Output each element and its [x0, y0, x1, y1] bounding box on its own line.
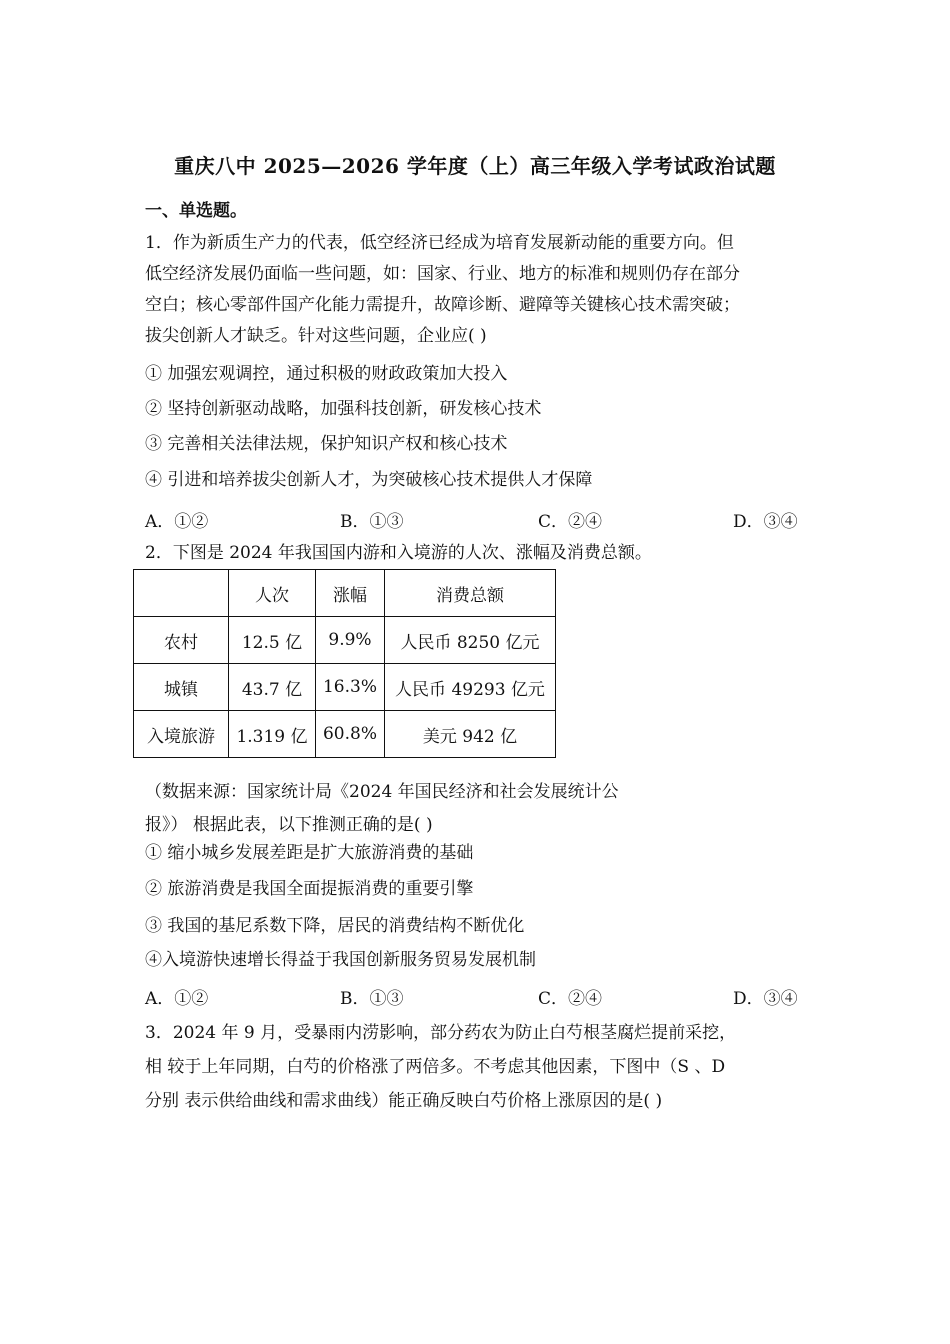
q1-stem-line-3: 空白；核心零部件国产化能力需提升，故障诊断、避障等关键核心技术需突破；	[145, 295, 740, 315]
q1-stem-line-4: 拔尖创新人才缺乏。针对这些问题，企业应( )	[145, 326, 487, 346]
q1-statement-3: ③ 完善相关法律法规，保护知识产权和核心技术	[145, 434, 508, 454]
q1-statement-1: ① 加强宏观调控，通过积极的财政政策加大投入	[145, 364, 508, 384]
q2-statement-1: ① 缩小城乡发展差距是扩大旅游消费的基础	[145, 843, 474, 863]
table-header-cell: 消费总额	[385, 570, 556, 617]
q3-stem-line-3: 分别 表示供给曲线和需求曲线）能正确反映白芍价格上涨原因的是( )	[145, 1091, 663, 1111]
table-cell: 人民币 49293 亿元	[385, 664, 556, 711]
q3-stem-line-1: 3．2024 年 9 月，受暴雨内涝影响，部分药农为防止白芍根茎腐烂提前采挖，	[145, 1023, 737, 1043]
table-header-cell: 涨幅	[316, 570, 385, 617]
q1-option-d[interactable]: D．③④	[733, 512, 798, 532]
table-cell: 入境旅游	[134, 711, 229, 758]
q2-option-b[interactable]: B．①③	[340, 989, 404, 1009]
table-cell: 60.8%	[316, 711, 385, 758]
table-cell: 43.7 亿	[229, 664, 316, 711]
q2-option-d[interactable]: D．③④	[733, 989, 798, 1009]
table-cell: 美元 942 亿	[385, 711, 556, 758]
q2-statement-4: ④入境游快速增长得益于我国创新服务贸易发展机制	[145, 950, 536, 970]
q1-stem-line-2: 低空经济发展仍面临一些问题，如：国家、行业、地方的标准和规则仍存在部分	[145, 264, 740, 284]
table-cell: 16.3%	[316, 664, 385, 711]
table-cell: 12.5 亿	[229, 617, 316, 664]
q1-option-a[interactable]: A．①②	[145, 512, 209, 532]
table-header-row	[134, 570, 556, 617]
exam-title: 重庆八中 2025—2026 学年度（上）高三年级入学考试政治试题	[174, 154, 776, 178]
q3-stem-line-2: 相 较于上年同期，白芍的价格涨了两倍多。不考虑其他因素，下图中（S 、D	[145, 1057, 726, 1077]
q1-stem-line-1: 1．作为新质生产力的代表，低空经济已经成为培育发展新动能的重要方向。但	[145, 233, 734, 253]
table-cell: 人民币 8250 亿元	[385, 617, 556, 664]
q2-data-source-line-2: 报》） 根据此表，以下推测正确的是( )	[145, 815, 433, 835]
table-header-cell	[134, 570, 229, 617]
q2-statement-3: ③ 我国的基尼系数下降，居民的消费结构不断优化	[145, 916, 525, 936]
table-header-cell: 人次	[229, 570, 316, 617]
q2-option-c[interactable]: C．②④	[538, 989, 603, 1009]
q2-option-a[interactable]: A．①②	[145, 989, 209, 1009]
table-row	[134, 711, 556, 758]
table-cell: 城镇	[134, 664, 229, 711]
q1-statement-4: ④ 引进和培养拔尖创新人才，为突破核心技术提供人才保障	[145, 470, 593, 490]
q2-stem: 2．下图是 2024 年我国国内游和入境游的人次、涨幅及消费总额。	[145, 543, 652, 563]
q2-data-source-line-1: （数据来源：国家统计局《2024 年国民经济和社会发展统计公	[145, 782, 619, 802]
q2-statement-2: ② 旅游消费是我国全面提振消费的重要引擎	[145, 879, 474, 899]
q1-option-b[interactable]: B．①③	[340, 512, 404, 532]
tourism-data-table	[133, 569, 556, 758]
table-cell: 9.9%	[316, 617, 385, 664]
q1-statement-2: ② 坚持创新驱动战略，加强科技创新，研发核心技术	[145, 399, 542, 419]
table-row	[134, 664, 556, 711]
table-row	[134, 617, 556, 664]
q1-option-c[interactable]: C．②④	[538, 512, 603, 532]
table-cell: 1.319 亿	[229, 711, 316, 758]
section-heading: 一、单选题。	[145, 201, 247, 221]
table-cell: 农村	[134, 617, 229, 664]
